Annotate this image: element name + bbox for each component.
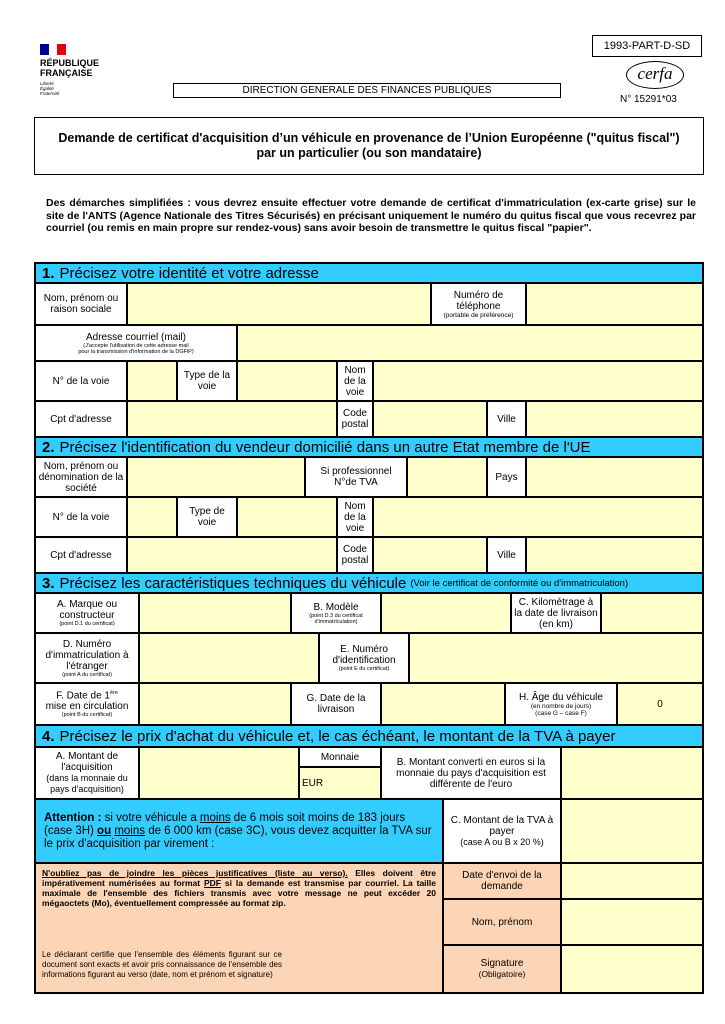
s1-tel-field[interactable] bbox=[526, 283, 703, 325]
s1-nom-label: Nom, prénom ou raison sociale bbox=[35, 283, 127, 325]
s2-type-voie-field[interactable] bbox=[237, 497, 337, 537]
republique-motto: Liberté Égalité Fraternité bbox=[40, 81, 60, 96]
signer-name-label: Nom, prénom bbox=[443, 899, 561, 945]
s3-h-value: 0 bbox=[617, 683, 703, 725]
republique-logo: RÉPUBLIQUE FRANÇAISE bbox=[40, 58, 100, 78]
s3-g-field[interactable] bbox=[381, 683, 505, 725]
section-4-header: 4. Précisez le prix d'achat du véhicule et, le cas échéant, le montant de la TVA à payer bbox=[35, 725, 703, 747]
notice-text: Des démarches simplifiées : vous devrez ensuite effectuer votre demande de certificat d'immatriculation (ex-carte grise) sur le site de l'ANTS (Agence Nationale des Titres Sécurisés) en précisant uniquement le numéro du quitus fiscal que vous recevrez par courriel (ou remis en main propre sur rendez-vous) sans avoir besoin de transmettre le quitus fiscal "papier". bbox=[46, 197, 696, 234]
s4-b-field[interactable] bbox=[561, 747, 703, 799]
form-reference: 1993-PART-D-SD bbox=[592, 35, 702, 57]
s2-nom-field[interactable] bbox=[127, 457, 305, 497]
s4-a-field[interactable] bbox=[139, 747, 299, 799]
s1-ville-label: Ville bbox=[487, 401, 526, 437]
s1-type-voie-field[interactable] bbox=[237, 361, 337, 401]
s2-type-voie-label: Type de voie bbox=[177, 497, 237, 537]
s2-pays-label: Pays bbox=[487, 457, 526, 497]
form-title: Demande de certificat d'acquisition d’un véhicule en provenance de l’Union Européenne ("quitus fiscal") par un particulier (ou son mandataire) bbox=[34, 117, 704, 175]
attachments-notice: N'oubliez pas de joindre les pièces justificatives (liste au verso). Elles doivent être impérativement numérisées au format PDF si la demande est transmise par courriel. La taille maximale de l'ensemble des fichiers transmis avec votre message ne peut excéder 20 mégaoctets (Mo), éventuellement compressée au format zip. bbox=[35, 863, 443, 937]
s1-cp-field[interactable] bbox=[373, 401, 487, 437]
s3-f-label: F. Date de 1ère mise en circulation (point B du certificat) bbox=[35, 683, 139, 725]
section-3-header: 3. Précisez les caractéristiques techniques du véhicule (Voir le certificat de conformité ou d'immatriculation) bbox=[35, 573, 703, 593]
s2-num-voie-field[interactable] bbox=[127, 497, 177, 537]
s1-cpt-field[interactable] bbox=[127, 401, 337, 437]
s2-cpt-field[interactable] bbox=[127, 537, 337, 573]
s4-b-label: B. Montant converti en euros si la monnaie du pays d'acquisition est différente de l'euro bbox=[381, 747, 561, 799]
direction-label: DIRECTION GENERALE DES FINANCES PUBLIQUES bbox=[173, 83, 561, 98]
s3-h-label: H. Âge du véhicule (en nombre de jours) (case G – case F) bbox=[505, 683, 617, 725]
s2-num-voie-label: N° de la voie bbox=[35, 497, 127, 537]
s3-a-label: A. Marque ou constructeur (point D.1 du certificat) bbox=[35, 593, 139, 633]
s1-nom-field[interactable] bbox=[127, 283, 431, 325]
signature-field[interactable] bbox=[561, 945, 703, 993]
s3-b-field[interactable] bbox=[381, 593, 511, 633]
s1-nom-voie-label: Nom de la voie bbox=[337, 361, 373, 401]
s1-type-voie-label: Type de la voie bbox=[177, 361, 237, 401]
section-1-header: 1. Précisez votre identité et votre adresse bbox=[35, 263, 703, 283]
s4-monnaie-label: Monnaie bbox=[299, 747, 381, 767]
s4-a-label: A. Montant de l'acquisition (dans la monnaie du pays d'acquisition) bbox=[35, 747, 139, 799]
s2-cp-label: Code postal bbox=[337, 537, 373, 573]
s3-b-label: B. Modèle (point D.3 du certificat d'immatriculation) bbox=[291, 593, 381, 633]
s1-nom-voie-field[interactable] bbox=[373, 361, 703, 401]
date-label: Date d'envoi de la demande bbox=[443, 863, 561, 899]
s2-pays-field[interactable] bbox=[526, 457, 703, 497]
signature-label: Signature (Obligatoire) bbox=[443, 945, 561, 993]
s3-e-label: E. Numéro d'identification (point E du certificat) bbox=[319, 633, 409, 683]
s2-tva-label: Si professionnel N°de TVA bbox=[305, 457, 407, 497]
s3-c-label: C. Kilométrage à la date de livraison (en km) bbox=[511, 593, 601, 633]
cerfa-number: N° 15291*03 bbox=[620, 94, 677, 105]
s2-nom-voie-field[interactable] bbox=[373, 497, 703, 537]
form-table bbox=[34, 262, 704, 994]
s1-mail-field[interactable] bbox=[237, 325, 703, 361]
s3-a-field[interactable] bbox=[139, 593, 291, 633]
s3-f-field[interactable] bbox=[139, 683, 291, 725]
s1-mail-label: Adresse courriel (mail) (J'accepte l'utilisation de cette adresse mail pour la transmission d'information de la DGFiP) bbox=[35, 325, 237, 361]
s1-cpt-label: Cpt d'adresse bbox=[35, 401, 127, 437]
date-field[interactable] bbox=[561, 863, 703, 899]
s2-cp-field[interactable] bbox=[373, 537, 487, 573]
section-2-header: 2. Précisez l'identification du vendeur domicilié dans un autre Etat membre de l'UE bbox=[35, 437, 703, 457]
marianne-flag-icon bbox=[40, 44, 66, 55]
s1-ville-field[interactable] bbox=[526, 401, 703, 437]
s1-cp-label: Code postal bbox=[337, 401, 373, 437]
s2-tva-field[interactable] bbox=[407, 457, 487, 497]
s1-tel-label: Numéro de téléphone (portable de préférence) bbox=[431, 283, 526, 325]
s2-ville-label: Ville bbox=[487, 537, 526, 573]
signer-name-field[interactable] bbox=[561, 899, 703, 945]
s2-nom-label: Nom, prénom ou dénomination de la société bbox=[35, 457, 127, 497]
s4-c-field[interactable] bbox=[561, 799, 703, 863]
s3-g-label: G. Date de la livraison bbox=[291, 683, 381, 725]
s2-ville-field[interactable] bbox=[526, 537, 703, 573]
s3-e-field[interactable] bbox=[409, 633, 703, 683]
s2-nom-voie-label: Nom de la voie bbox=[337, 497, 373, 537]
s4-c-label: C. Montant de la TVA à payer (case A ou B x 20 %) bbox=[443, 799, 561, 863]
s4-monnaie-field[interactable]: EUR bbox=[299, 767, 381, 799]
certification-text: Le déclarant certifie que l'ensemble des éléments figurant sur ce document sont exacts et avoir pris connaissance de l'ensemble des informations figurant au verso (date, nom et prénom et signature) bbox=[35, 937, 443, 993]
s3-d-field[interactable] bbox=[139, 633, 319, 683]
cerfa-logo: cerfa bbox=[626, 61, 684, 89]
s3-d-label: D. Numéro d'immatriculation à l'étranger (point A du certificat) bbox=[35, 633, 139, 683]
s2-cpt-label: Cpt d'adresse bbox=[35, 537, 127, 573]
s1-num-voie-label: N° de la voie bbox=[35, 361, 127, 401]
vat-warning: Attention : si votre véhicule a moins de 6 mois soit moins de 183 jours (case 3H) ou moins de 6 000 km (case 3C), vous devez acquitter la TVA sur le prix d'acquisition par virement : bbox=[35, 799, 443, 863]
s1-num-voie-field[interactable] bbox=[127, 361, 177, 401]
s3-c-field[interactable] bbox=[601, 593, 703, 633]
